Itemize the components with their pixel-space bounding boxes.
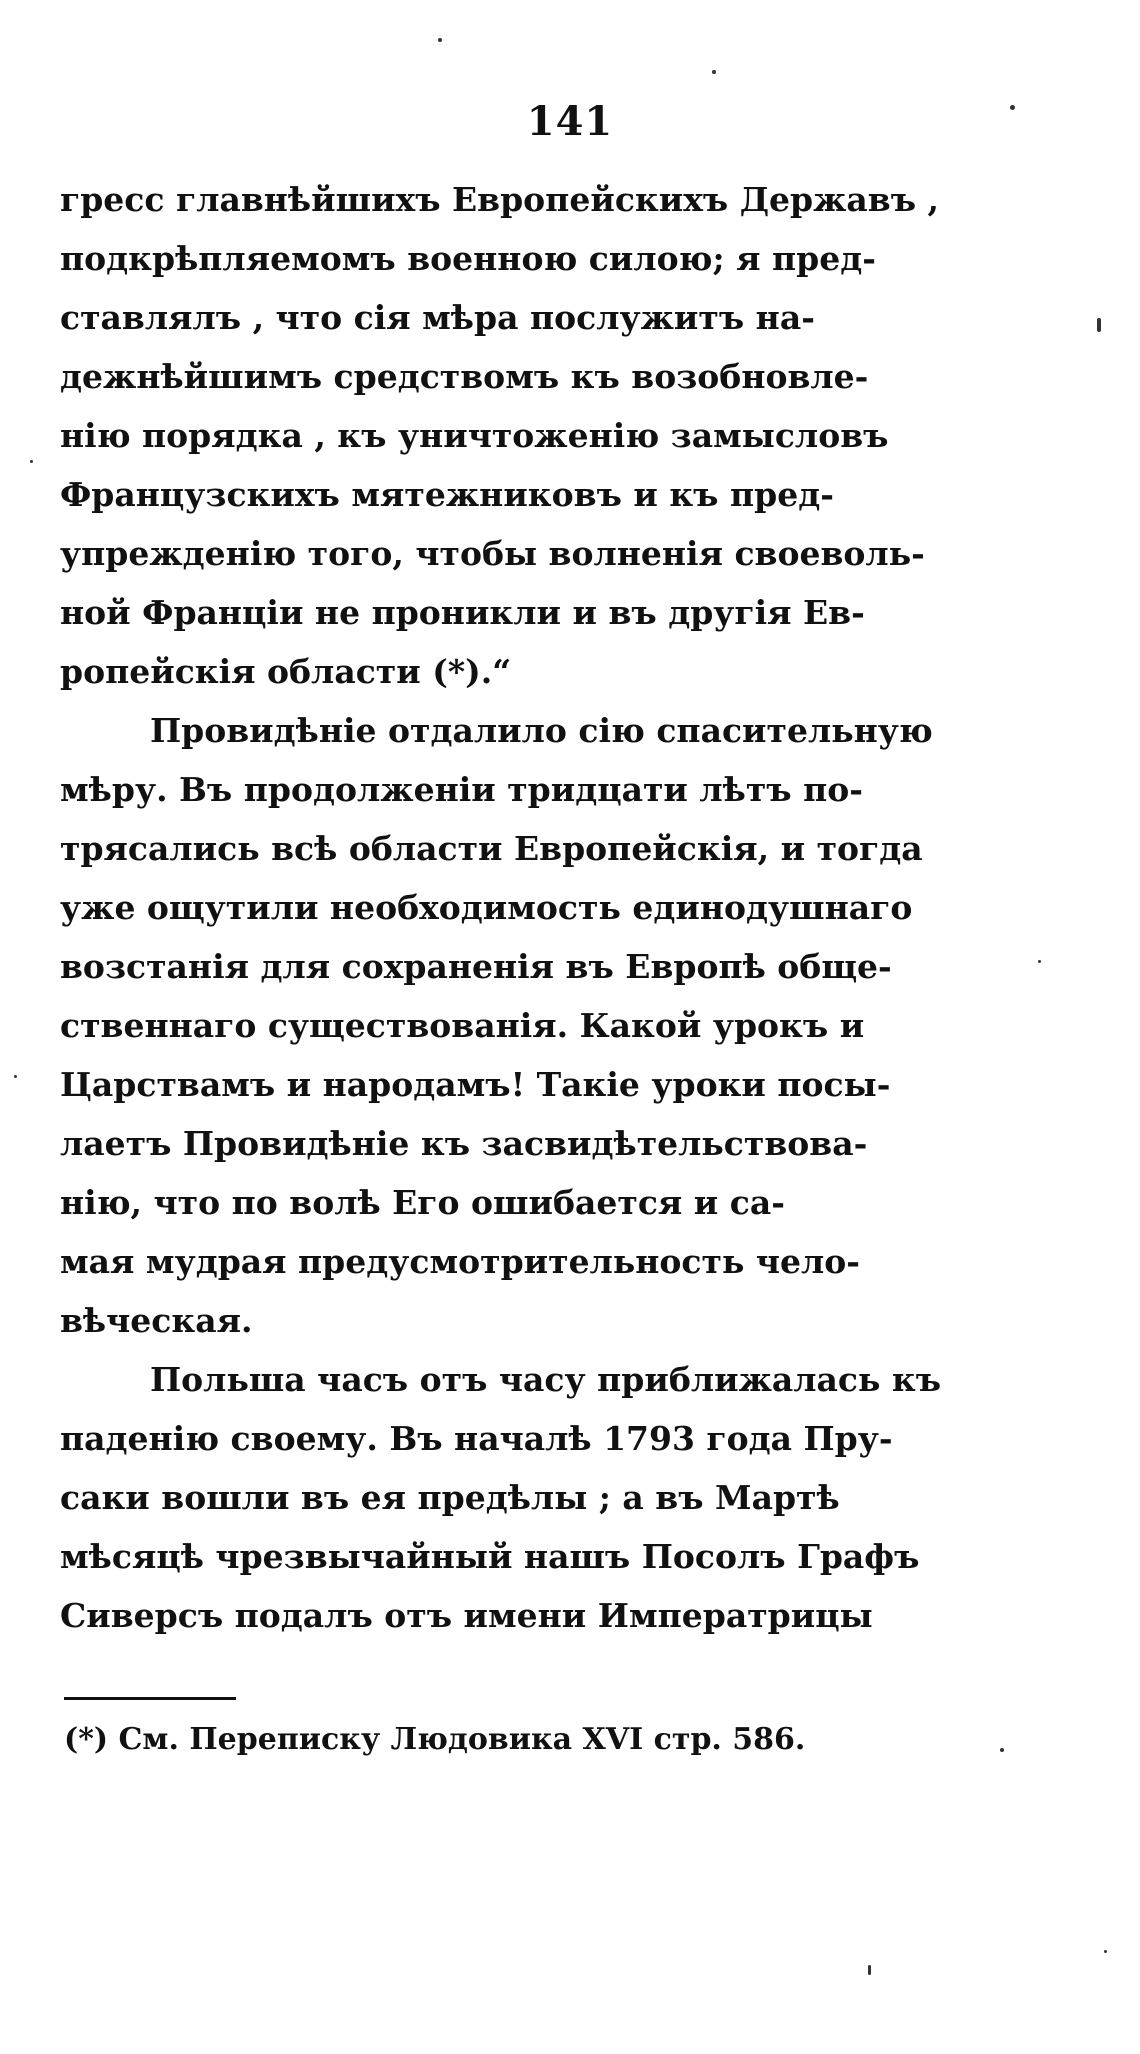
text-line: саки вошли въ ея предѣлы ; а въ Мартѣ xyxy=(60,1478,840,1517)
text-line: гресс главнѣйшихъ Европейскихъ Державъ , xyxy=(60,180,940,219)
text-line: возстанія для сохраненія въ Европѣ обще- xyxy=(60,947,892,986)
text-line: подкрѣпляемомъ военною силою; я пред- xyxy=(60,239,876,278)
text-line: лаетъ Провидѣніе къ засвидѣтельствова- xyxy=(60,1124,868,1163)
scan-speck xyxy=(1010,105,1015,110)
text-line: Французскихъ мятежниковъ и къ пред- xyxy=(60,475,834,514)
text-line: вѣческая. xyxy=(60,1301,253,1340)
text-line: ставлялъ , что сія мѣра послужитъ на- xyxy=(60,298,815,337)
text-line: паденію своему. Въ началѣ 1793 года Пру- xyxy=(60,1419,893,1458)
scan-speck xyxy=(14,1075,17,1078)
text-line: ной Франціи не проникли и въ другія Ев- xyxy=(60,593,865,632)
text-line: дежнѣйшимъ средствомъ къ возобновле- xyxy=(60,357,869,396)
scan-speck xyxy=(1104,1950,1107,1953)
scan-speck xyxy=(1038,960,1041,963)
scan-speck xyxy=(712,70,716,74)
text-line: нію порядка , къ уничтоженію замысловъ xyxy=(60,416,889,455)
text-line: мѣру. Въ продолженіи тридцати лѣтъ по- xyxy=(60,770,863,809)
paragraph-start-line: Польша часъ отъ часу приближалась къ xyxy=(150,1360,942,1399)
body-text xyxy=(60,170,1010,1645)
text-line: упрежденію того, чтобы волненія своеволь- xyxy=(60,534,925,573)
scan-speck xyxy=(438,38,442,42)
scan-speck xyxy=(1000,1748,1004,1752)
text-line: мая мудрая предусмотрительность чело- xyxy=(60,1242,860,1281)
page-number: 141 xyxy=(526,98,614,145)
text-line: уже ощутили необходимость единодушнаго xyxy=(60,888,913,927)
text-line: ственнаго существованія. Какой урокъ и xyxy=(60,1006,865,1045)
footnote-rule xyxy=(64,1697,236,1700)
text-line: ропейскія области (*).“ xyxy=(60,652,512,691)
text-line: Сиверсъ подалъ отъ имени Императрицы xyxy=(60,1596,873,1635)
scan-speck xyxy=(30,460,33,463)
text-line: нію, что по волѣ Его ошибается и са- xyxy=(60,1183,785,1222)
text-line: Царствамъ и народамъ! Такіе уроки посы- xyxy=(60,1065,891,1104)
text-line: трясались всѣ области Европейскія, и тогда xyxy=(60,829,923,868)
text-line: мѣсяцѣ чрезвычайный нашъ Посолъ Графъ xyxy=(60,1537,920,1576)
footnote: (*) См. Переписку Людовика XVI стр. 586. xyxy=(64,1722,806,1757)
scan-speck xyxy=(868,1965,871,1975)
paragraph-start-line: Провидѣніе отдалило сію спасительную xyxy=(150,711,933,750)
scan-speck xyxy=(1097,318,1101,332)
